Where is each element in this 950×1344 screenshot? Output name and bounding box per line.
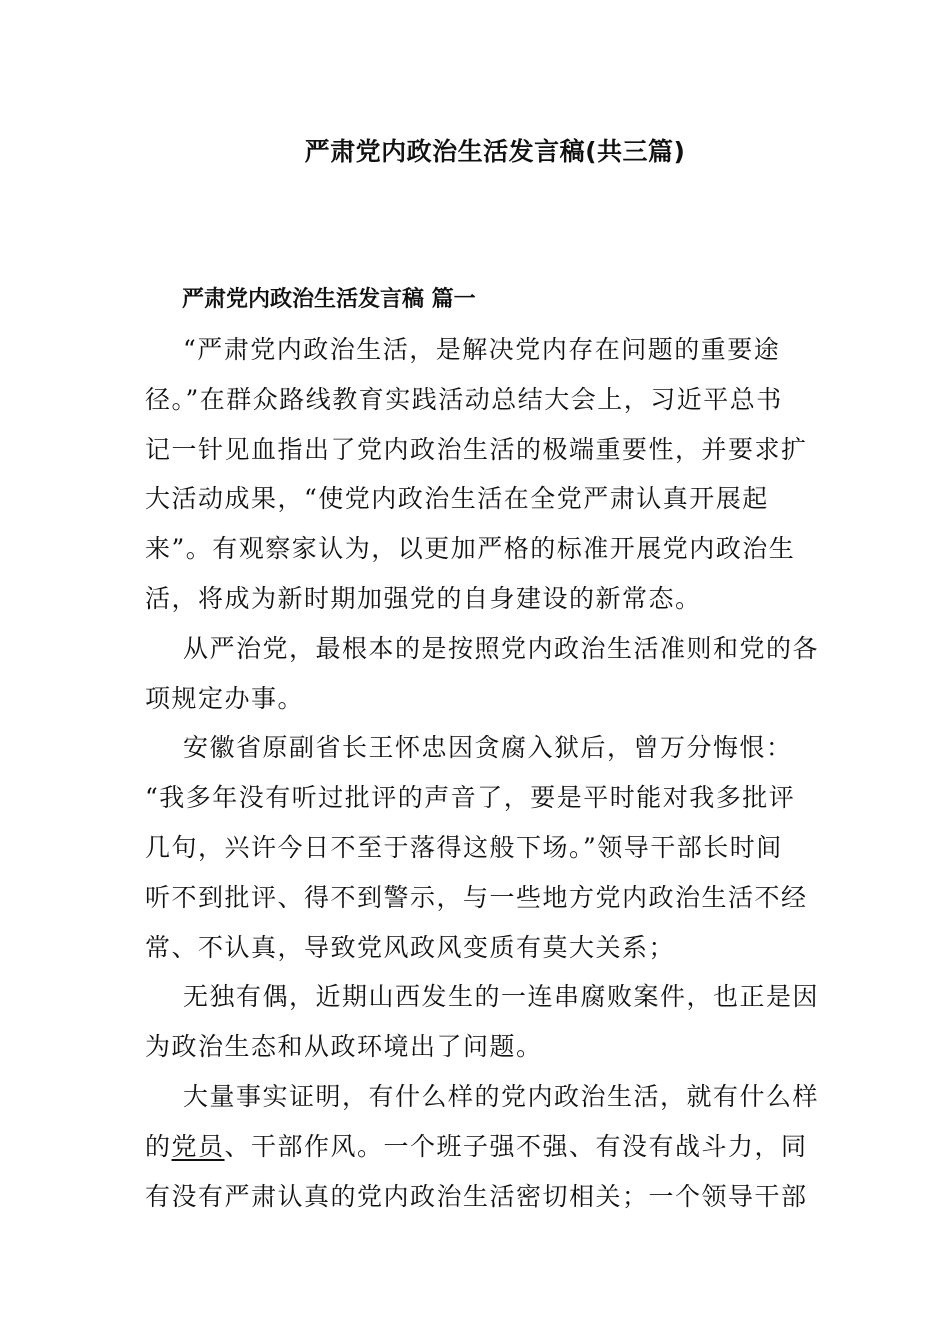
text-line: “我多年没有听过批评的声音了，要是平时能对我多批评 [145, 783, 796, 813]
text-line: 记一针见血指出了党内政治生活的极端重要性，并要求扩 [145, 434, 808, 464]
text-line: 来”。有观察家认为，以更加严格的标准开展党内政治生 [145, 534, 796, 564]
text-line: “严肃党内政治生活，是解决党内存在问题的重要途 [183, 335, 781, 364]
text-line: 安徽省原副省长王怀忠因贪腐入狱后，曾万分悔恨： [183, 733, 793, 763]
text-line: 项规定办事。 [145, 683, 305, 713]
text-line: 为政治生态和从政环境出了问题。 [145, 1032, 543, 1062]
paragraph-2 [145, 624, 820, 724]
text-line: 活，将成为新时期加强党的自身建设的新常态。 [145, 583, 702, 613]
text-line: 从严治党，最根本的是按照党内政治生活准则和党的各 [183, 633, 820, 663]
party-member-link[interactable]: 党员 [171, 1131, 225, 1161]
text-line [145, 1122, 808, 1172]
text-line: 无独有偶，近期山西发生的一连串腐败案件，也正是因 [183, 982, 820, 1012]
text-line: 有没有严肃认真的党内政治生活密切相关；一个领导干部 [145, 1181, 808, 1211]
paragraph-4 [145, 972, 820, 1072]
text-fragment: 的 [145, 1131, 172, 1161]
document-body [145, 325, 820, 1221]
paragraph-5 [145, 1072, 820, 1221]
text-line: 常、不认真，导致党风政风变质有莫大关系； [145, 932, 676, 962]
text-line: 大活动成果，“使党内政治生活在全党严肃认真开展起 [145, 484, 769, 514]
section-heading: 严肃党内政治生活发言稿 篇一 [182, 287, 476, 312]
text-line: 径。”在群众路线教育实践活动总结大会上，习近平总书 [145, 384, 783, 414]
text-line: 几句，兴许今日不至于落得这般下场。”领导干部长时间 [145, 832, 783, 862]
text-line: 大量事实证明，有什么样的党内政治生活，就有什么样 [183, 1081, 820, 1111]
text-fragment: 、干部作风。一个班子强不强、有没有战斗力，同 [224, 1131, 808, 1161]
document-title: 严肃党内政治生活发言稿(共三篇) [304, 137, 686, 166]
text-line: 听不到批评、得不到警示，与一些地方党内政治生活不经 [145, 882, 808, 912]
paragraph-1 [145, 325, 808, 624]
paragraph-3 [145, 723, 808, 972]
